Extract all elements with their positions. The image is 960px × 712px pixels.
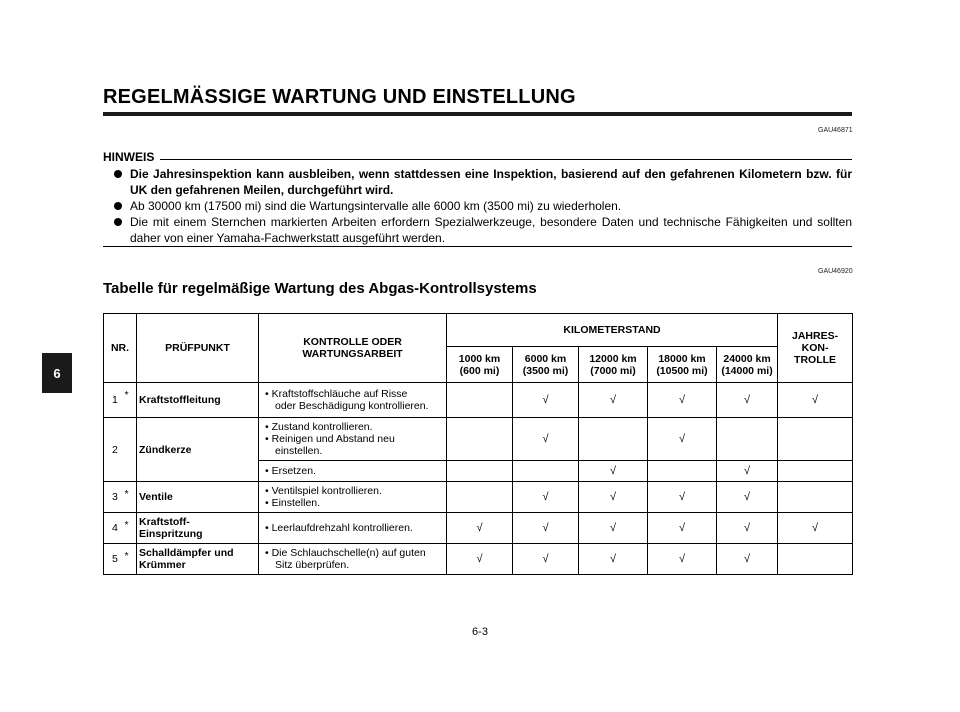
doc-code-2: GAU46920 xyxy=(818,268,853,275)
item-text: Einspritzung xyxy=(139,528,203,540)
check-mark: √ xyxy=(778,383,853,418)
table-header-row xyxy=(104,314,853,347)
chapter-tab: 6 xyxy=(42,353,72,393)
note-text: Die mit einem Sternchen markierten Arbeiten erfordern Spezialwerkzeuge, besondere Daten und technische Fähigkeiten und sollten daher von einer Yamaha-Fachwerkstatt ausgeführt werden. xyxy=(130,215,852,245)
special-tool-star: * xyxy=(125,544,137,575)
header-jahreskontrolle xyxy=(778,314,853,383)
check-cell xyxy=(778,482,853,513)
page-number: 6-3 xyxy=(472,626,488,638)
row-action xyxy=(259,513,447,544)
check-cell xyxy=(447,461,513,482)
km-value: 1000 km xyxy=(458,352,501,365)
page-title: REGELMÄSSIGE WARTUNG UND EINSTELLUNG xyxy=(103,86,576,108)
bullet-icon xyxy=(114,202,122,210)
check-mark: √ xyxy=(579,383,648,418)
maintenance-table xyxy=(103,313,853,575)
hinweis-header xyxy=(103,150,852,164)
row-item: Kraftstoffleitung xyxy=(137,383,259,418)
bullet-icon xyxy=(114,218,122,226)
km-value: 12000 km xyxy=(589,352,637,365)
row-action xyxy=(259,383,447,418)
check-cell xyxy=(778,461,853,482)
action-text: • Reinigen und Abstand neu xyxy=(265,433,444,445)
action-text: • Einstellen. xyxy=(265,497,444,509)
check-mark: √ xyxy=(717,383,778,418)
check-mark: √ xyxy=(513,383,579,418)
check-mark: √ xyxy=(447,544,513,575)
item-text: Krümmer xyxy=(139,559,186,571)
action-text: • Kraftstoffschläuche auf Risse xyxy=(265,388,407,400)
row-nr: 1 xyxy=(104,383,125,418)
item-text: Kraftstoff- xyxy=(139,516,190,528)
header-kilometerstand: KILOMETERSTAND xyxy=(447,314,778,347)
action-text: • Die Schlauchschelle(n) auf guten xyxy=(265,547,426,559)
table-row xyxy=(104,383,853,418)
row-action xyxy=(259,461,447,482)
table-row xyxy=(104,418,853,461)
check-mark: √ xyxy=(717,482,778,513)
hinweis-label: HINWEIS xyxy=(103,150,155,164)
check-mark: √ xyxy=(717,544,778,575)
header-jahres-line: KON- xyxy=(801,342,829,354)
row-action xyxy=(259,544,447,575)
table-row xyxy=(104,513,853,544)
mi-value: (3500 mi) xyxy=(522,364,569,377)
check-mark: √ xyxy=(513,418,579,461)
hinweis-notes xyxy=(103,166,852,246)
check-mark: √ xyxy=(447,513,513,544)
table-row xyxy=(104,544,853,575)
mi-value: (600 mi) xyxy=(459,364,500,377)
check-cell xyxy=(513,461,579,482)
check-mark: √ xyxy=(513,544,579,575)
header-kontrolle-line: WARTUNGSARBEIT xyxy=(302,348,403,360)
row-item xyxy=(137,544,259,575)
check-cell xyxy=(778,544,853,575)
action-text: einstellen. xyxy=(275,445,323,457)
action-text: • Ventilspiel kontrollieren. xyxy=(265,485,444,497)
special-tool-star: * xyxy=(125,513,137,544)
check-mark: √ xyxy=(579,461,648,482)
mi-value: (7000 mi) xyxy=(590,364,636,377)
row-action xyxy=(259,482,447,513)
note-item xyxy=(103,198,852,214)
check-mark: √ xyxy=(648,513,717,544)
row-nr: 3 xyxy=(104,482,125,513)
note-text: Die Jahresinspektion kann ausbleiben, wenn stattdessen eine Inspektion, basierend auf den gefahrenen Kilometern bzw. für UK den gefahrenen Meilen, durchgeführt wird. xyxy=(130,167,852,197)
km-value: 24000 km xyxy=(723,352,771,365)
check-cell xyxy=(648,461,717,482)
action-text: • Ersetzen. xyxy=(265,465,316,477)
mi-value: (14000 mi) xyxy=(721,364,773,377)
row-nr: 4 xyxy=(104,513,125,544)
header-pruefpunkt: PRÜFPUNKT xyxy=(137,314,259,383)
check-cell xyxy=(778,418,853,461)
header-km-col xyxy=(648,347,717,383)
check-cell xyxy=(447,482,513,513)
row-nr: 2 xyxy=(104,418,125,482)
table-row xyxy=(104,482,853,513)
header-km-col xyxy=(447,347,513,383)
row-action xyxy=(259,418,447,461)
header-km-col xyxy=(717,347,778,383)
header-nr: NR. xyxy=(104,314,137,383)
check-cell xyxy=(717,418,778,461)
header-jahres-line: JAHRES- xyxy=(791,330,839,342)
check-cell xyxy=(447,383,513,418)
note-text: Ab 30000 km (17500 mi) sind die Wartungsintervalle alle 6000 km (3500 mi) zu wiederholen. xyxy=(130,199,622,213)
check-mark: √ xyxy=(513,482,579,513)
action-text: Sitz überprüfen. xyxy=(275,559,350,571)
special-tool-star: * xyxy=(125,482,137,513)
hinweis-rule xyxy=(160,159,852,160)
note-item xyxy=(103,166,852,198)
check-mark: √ xyxy=(648,418,717,461)
doc-code-1: GAU46871 xyxy=(818,127,853,134)
check-mark: √ xyxy=(648,383,717,418)
note-item xyxy=(103,214,852,246)
special-tool-star: * xyxy=(125,383,137,418)
action-text: • Leerlaufdrehzahl kontrollieren. xyxy=(265,522,413,534)
km-value: 6000 km xyxy=(524,352,567,365)
action-text: oder Beschädigung kontrollieren. xyxy=(275,400,429,412)
check-mark: √ xyxy=(579,513,648,544)
header-km-col xyxy=(579,347,648,383)
special-tool-star xyxy=(125,418,137,482)
check-mark: √ xyxy=(648,544,717,575)
check-mark: √ xyxy=(648,482,717,513)
check-cell xyxy=(447,418,513,461)
check-cell xyxy=(579,418,648,461)
mi-value: (10500 mi) xyxy=(656,364,708,377)
check-mark: √ xyxy=(778,513,853,544)
row-item xyxy=(137,513,259,544)
row-item: Ventile xyxy=(137,482,259,513)
section-title: Tabelle für regelmäßige Wartung des Abgas-Kontrollsystems xyxy=(103,280,537,297)
row-item: Zündkerze xyxy=(137,418,259,482)
check-mark: √ xyxy=(513,513,579,544)
km-value: 18000 km xyxy=(658,352,706,365)
header-kontrolle xyxy=(259,314,447,383)
action-text: • Zustand kontrollieren. xyxy=(265,421,444,433)
check-mark: √ xyxy=(579,482,648,513)
title-rule xyxy=(103,112,852,116)
header-km-col xyxy=(513,347,579,383)
item-text: Schalldämpfer und xyxy=(139,547,234,559)
check-mark: √ xyxy=(579,544,648,575)
header-jahres-line: TROLLE xyxy=(794,354,837,366)
check-mark: √ xyxy=(717,513,778,544)
check-mark: √ xyxy=(717,461,778,482)
notes-rule xyxy=(103,246,852,247)
row-nr: 5 xyxy=(104,544,125,575)
header-kontrolle-line: KONTROLLE ODER xyxy=(303,336,402,348)
bullet-icon xyxy=(114,170,122,178)
